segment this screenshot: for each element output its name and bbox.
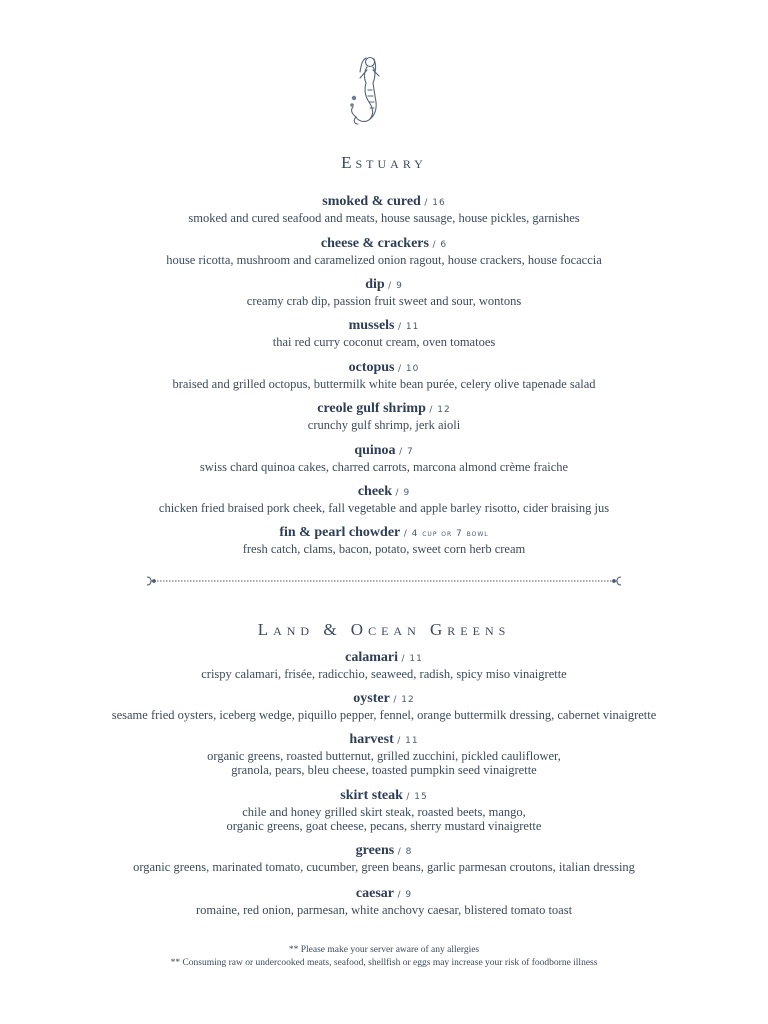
menu-item-description: organic greens, roasted butternut, grilled zucchini, pickled cauliflower,	[207, 749, 561, 763]
menu-item	[0, 691, 768, 722]
menu-item-heading	[0, 236, 768, 253]
footnotes	[0, 944, 768, 970]
menu-item-name: cheese & crackers	[320, 236, 429, 251]
menu-item-name: octopus	[348, 360, 395, 375]
menu-item-heading	[0, 525, 768, 542]
menu-item-price: / 11	[397, 736, 419, 746]
menu-item-description: romaine, red onion, parmesan, white anchovy caesar, blistered tomato toast	[195, 903, 573, 917]
menu-item-price: / 4 cup or 7 bowl	[403, 529, 489, 539]
menu-item-description: house ricotta, mushroom and caramelized onion ragout, house crackers, house focaccia	[166, 253, 602, 267]
menu-item-heading	[0, 401, 768, 418]
menu-item	[0, 650, 768, 681]
section-title-estuary: Estuary	[341, 153, 427, 173]
menu-item-name: mussels	[348, 318, 395, 333]
menu-item-price: / 9	[388, 281, 403, 291]
menu-item	[0, 360, 768, 391]
menu-item	[0, 788, 768, 833]
menu-item-heading	[0, 732, 768, 749]
mermaid-logo-icon	[344, 50, 392, 130]
menu-item	[0, 194, 768, 225]
menu-item-description: granola, pears, bleu cheese, toasted pumpkin seed vinaigrette	[231, 763, 537, 777]
menu-item-heading	[0, 691, 768, 708]
menu-item-description: thai red curry coconut cream, oven tomatoes	[272, 335, 496, 349]
menu-item-heading	[0, 484, 768, 501]
menu-item-name: calamari	[345, 650, 398, 665]
menu-item-description: chicken fried braised pork cheek, fall vegetable and apple barley risotto, cider braising jus	[158, 501, 610, 515]
menu-item	[0, 525, 768, 556]
menu-item-name: cheek	[357, 484, 393, 499]
menu-item	[0, 484, 768, 515]
menu-item	[0, 236, 768, 267]
menu-item-heading	[0, 277, 768, 294]
menu-item-description: organic greens, marinated tomato, cucumber, green beans, garlic parmesan croutons, italian dressing	[133, 860, 635, 874]
menu-item-name: fin & pearl chowder	[279, 525, 401, 540]
menu-item	[0, 843, 768, 874]
menu-item-heading	[0, 650, 768, 667]
menu-item-price: / 12	[429, 405, 451, 415]
menu-item-price: / 15	[406, 792, 428, 802]
menu-item-price: / 9	[397, 890, 413, 900]
menu-item-heading	[0, 886, 768, 903]
menu-item-name: dip	[365, 277, 385, 292]
raw-food-warning: ** Consuming raw or undercooked meats, seafood, shellfish or eggs may increase your risk of foodborne illness	[170, 958, 598, 968]
menu-item-heading	[0, 443, 768, 460]
menu-item-description: creamy crab dip, passion fruit sweet and sour, wontons	[246, 294, 522, 308]
menu-item-name: skirt steak	[340, 788, 403, 803]
menu-item-heading	[0, 360, 768, 377]
menu-item	[0, 886, 768, 917]
menu-item	[0, 318, 768, 349]
allergy-note: ** Please make your server aware of any allergies	[288, 945, 480, 955]
menu-item-heading	[0, 318, 768, 335]
menu-item	[0, 401, 768, 432]
menu-item	[0, 732, 768, 777]
menu-item-price: / 11	[398, 322, 420, 332]
menu-item-name: quinoa	[354, 443, 396, 458]
menu-item-description: crunchy gulf shrimp, jerk aioli	[307, 418, 461, 432]
menu-item-name: smoked & cured	[322, 194, 421, 209]
menu-item-description: sesame fried oysters, iceberg wedge, piquillo pepper, fennel, orange buttermilk dressing, cabernet vinaigrette	[111, 708, 657, 722]
menu-item-price: / 10	[398, 364, 420, 374]
menu-item-price: / 7	[399, 447, 414, 457]
menu-item-description: braised and grilled octopus, buttermilk white bean purée, celery olive tapenade salad	[172, 377, 596, 391]
menu-item-price: / 9	[395, 488, 411, 498]
menu-item-heading	[0, 788, 768, 805]
menu-item-name: harvest	[349, 732, 394, 747]
menu-item-description: swiss chard quinoa cakes, charred carrots, marcona almond crème fraiche	[199, 460, 569, 474]
menu-item	[0, 443, 768, 474]
menu-item-heading	[0, 194, 768, 211]
section-title-land-ocean-greens: Land & Ocean Greens	[257, 620, 511, 640]
menu-item-name: creole gulf shrimp	[317, 401, 426, 416]
menu-item-description: fresh catch, clams, bacon, potato, sweet corn herb cream	[242, 542, 526, 556]
menu-item-price: / 11	[401, 654, 423, 664]
menu-item-heading	[0, 843, 768, 860]
menu-item	[0, 277, 768, 308]
menu-item-description: organic greens, goat cheese, pecans, sherry mustard vinaigrette	[226, 819, 542, 833]
menu-item-name: caesar	[355, 886, 394, 901]
menu-item-price: / 12	[393, 695, 415, 705]
menu-item-description: crispy calamari, frisée, radicchio, seaweed, radish, spicy miso vinaigrette	[201, 667, 567, 681]
menu-item-name: oyster	[353, 691, 390, 706]
menu-item-price: / 8	[397, 847, 413, 857]
menu-item-price: / 16	[424, 198, 446, 208]
menu-item-description: chile and honey grilled skirt steak, roasted beets, mango,	[242, 805, 526, 819]
menu-item-description: smoked and cured seafood and meats, house sausage, house pickles, garnishes	[188, 211, 580, 225]
ornamental-divider-icon	[145, 575, 623, 587]
menu-item-price: / 6	[432, 240, 448, 250]
menu-item-name: greens	[355, 843, 395, 858]
